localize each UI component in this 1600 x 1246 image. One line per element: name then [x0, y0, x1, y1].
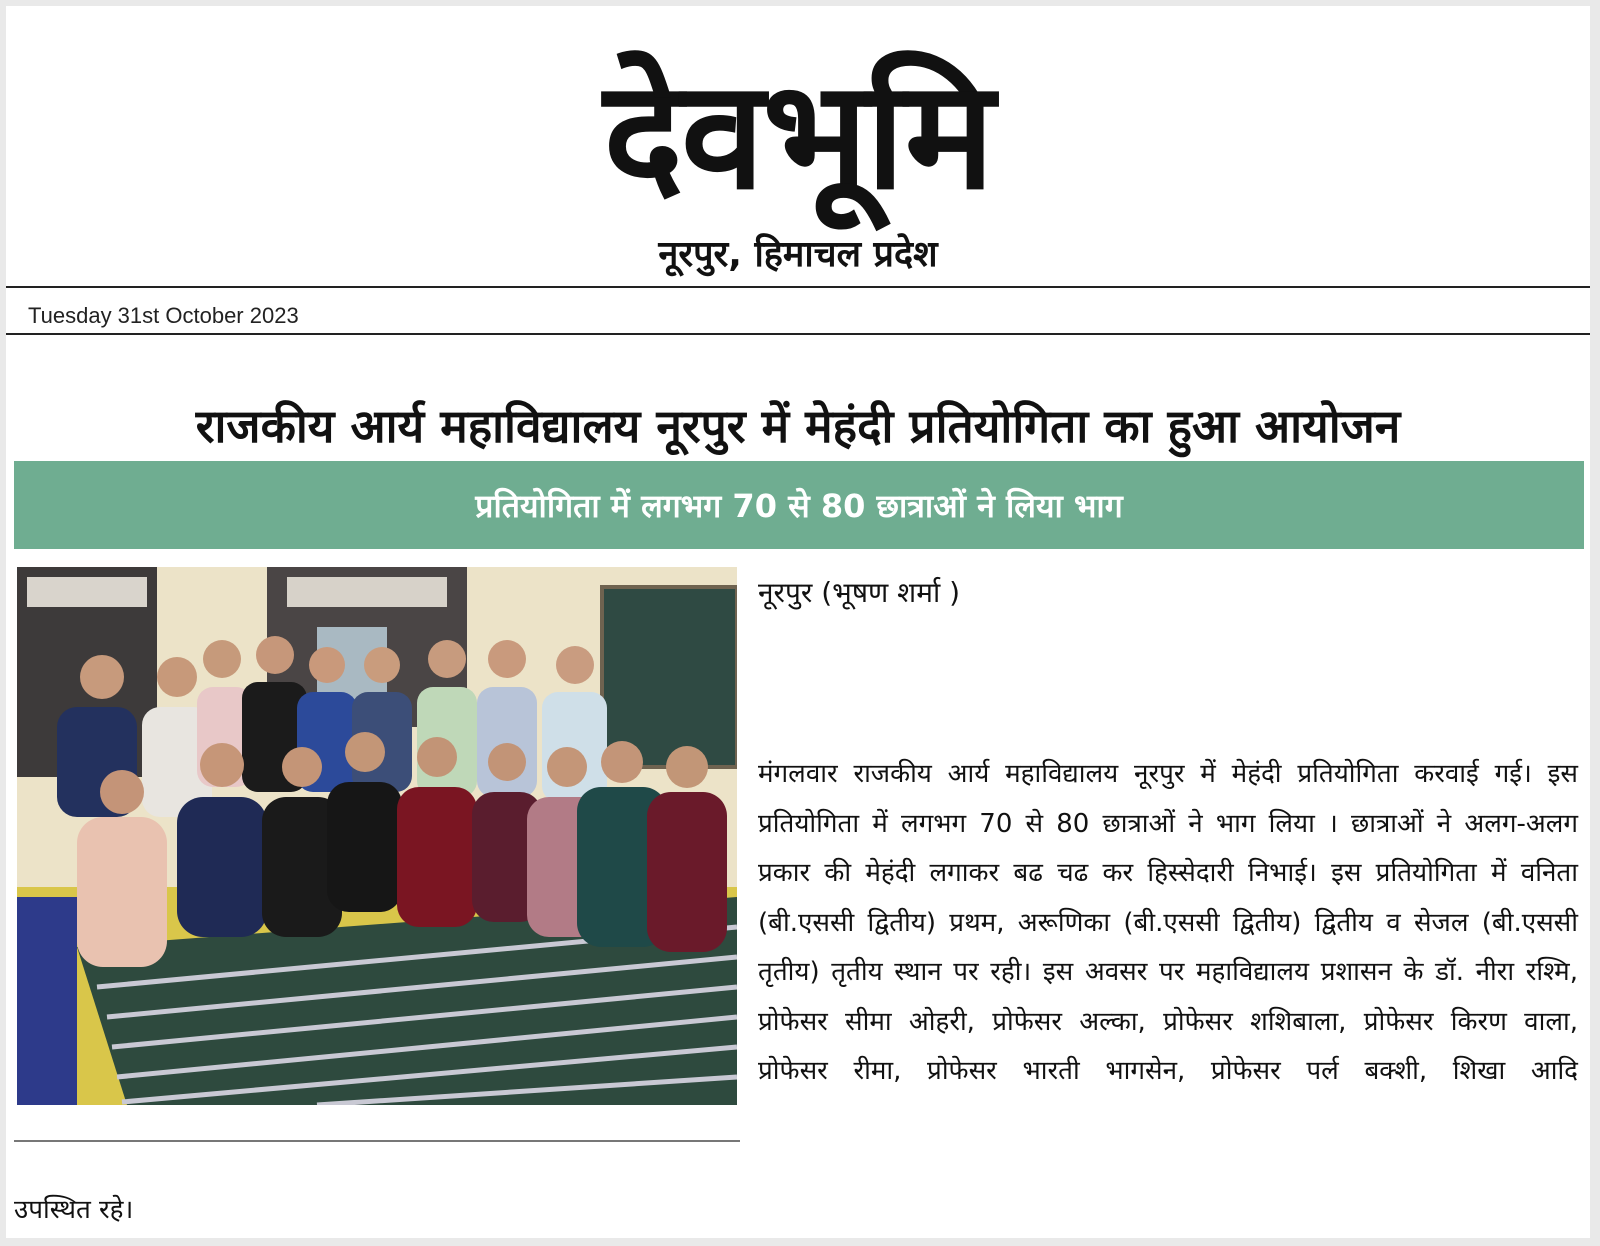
subheadline-band [14, 461, 1584, 549]
article-subheadline: प्रतियोगिता में लगभग 70 से 80 छात्राओं ने लिया भाग [475, 486, 1123, 525]
masthead-title: देवभूमि [603, 49, 993, 223]
article-headline: राजकीय आर्य महाविद्यालय नूरपुर में मेहंदी प्रतियोगिता का हुआ आयोजन [195, 399, 1401, 453]
top-divider [6, 286, 1590, 288]
masthead-subtitle: नूरपुर, हिमाचल प्रदेश [658, 234, 938, 275]
group-photo-illustration [17, 567, 737, 1105]
date-divider [6, 333, 1590, 335]
article-byline: नूरपुर (भूषण शर्मा ) [758, 576, 961, 609]
article-body-tail: उपस्थित रहे। [14, 1195, 134, 1225]
article-photo [17, 567, 737, 1105]
newspaper-page [6, 6, 1590, 1238]
photo-divider [14, 1140, 740, 1142]
issue-date: Tuesday 31st October 2023 [28, 303, 299, 328]
article-body: मंगलवार राजकीय आर्य महाविद्यालय नूरपुर में मेहंदी प्रतियोगिता करवाई गई। इस प्रतियोगिता में लगभग 70 से 80 छात्राओं ने भाग लिया । छात्राओं ने अलग-अलग प्रकार की मेहंदी लगाकर बढ चढ कर हिस्सेदारी निभाई। इस प्रतियोगिता में वनिता (बी.एससी द्वितीय) प्रथम, अरूणिका (बी.एससी द्वितीय) द्वितीय व सेजल (बी.एससी तृतीय) तृतीय स्थान पर रही। इस अवसर पर महाविद्यालय प्रशासन के डॉ. नीरा रश्मि, प्रोफेसर सीमा ओहरी, प्रोफेसर अल्का, प्रोफेसर शशिबाला, प्रोफेसर किरण वाला, प्रोफेसर रीमा, प्रोफेसर भारती भागसेन, प्रोफेसर पर्ल बक्शी, शिखा आदि [758, 759, 1578, 1086]
